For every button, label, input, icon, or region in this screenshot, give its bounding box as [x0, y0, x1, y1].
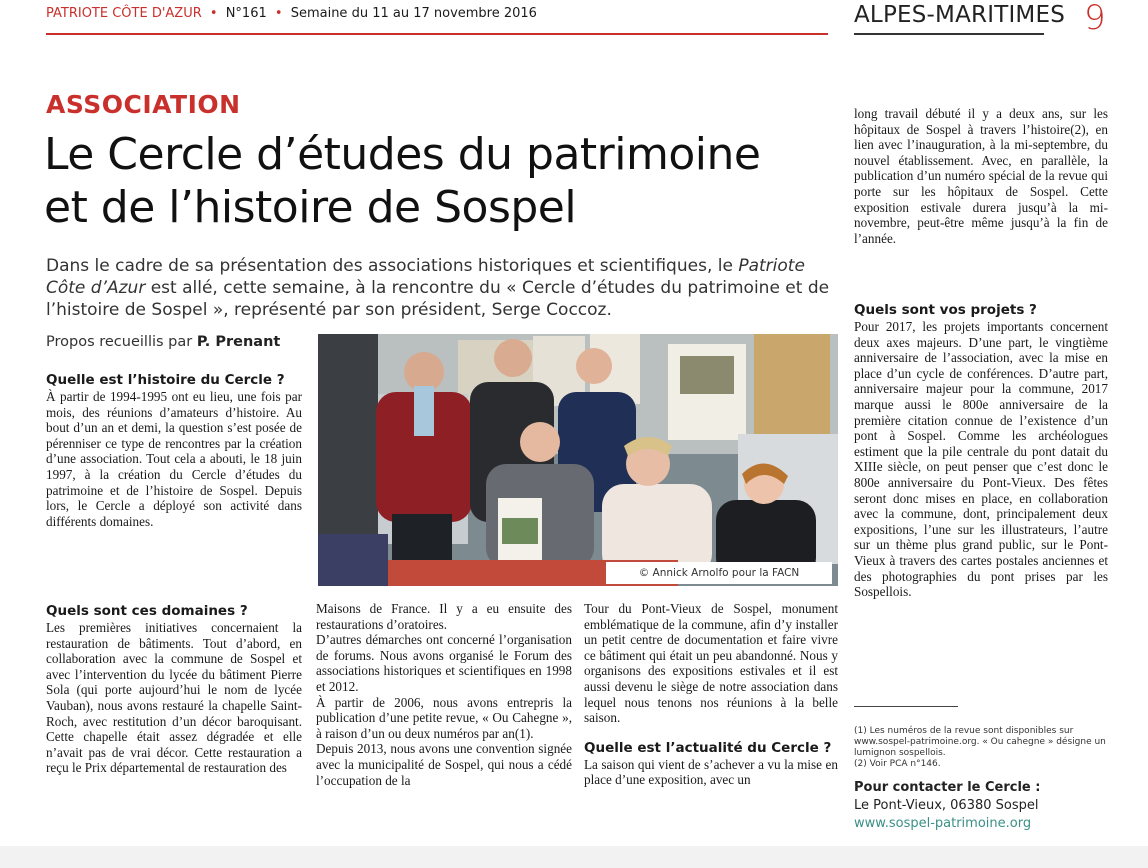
- answer-paragraph: À partir de 1994-1995 ont eu lieu, une fois par mois, des réunions d’amateurs d’histoire. Au bout d’un an et demi, la question s’est posée de pérenniser ce type de rencontres par la création d’une association. Tout cela a abouti, le 18 juin 1997, à la création du Cercle d’études du patrimoine et de l’histoire de Sospel. Depuis lors, le Cercle a déployé son activité dans différents domaines.: [46, 389, 302, 529]
- answer-paragraph: D’autres démarches ont concerné l’organisation de forums. Nous avons organisé le Forum des associations historiques et scientifiques en 1998 et 2012.: [316, 632, 572, 694]
- question-heading: Quels sont ces domaines ?: [46, 603, 248, 619]
- header-divider: [46, 33, 828, 35]
- article-column: [46, 603, 302, 776]
- issue-week: Semaine du 11 au 17 novembre 2016: [290, 6, 537, 21]
- byline-prefix: Propos recueillis par: [46, 334, 197, 350]
- section-divider: [854, 33, 1044, 35]
- byline-author: P. Prenant: [196, 334, 281, 350]
- photo-illustration: [318, 334, 838, 586]
- answer-paragraph: Pour 2017, les projets importants concernent deux axes majeurs. D’une part, le vingtième anniversaire de l’association, avec la mise en place d’un cycle de conférences. D’autre part, anniversaire majeur pour la commune, 2017 marque aussi le 800e anniversaire de la première citation connue de l’existence d’un pont à Sospel. Comme les archéologues estiment que la pile centrale du pont datait du XIIIe siècle, on peut penser que c’est donc le 800e anniversaire du Pont-Vieux. Des fêtes seront donc mises en place, en collaboration avec la commune, dont, principalement deux expositions, l’une sur les illustrateurs, l’autre sur un thème plus grand public, sur le Pont-Vieux à travers des cartes postales anciennes et des photographies du pont prises par les Sospellois.: [854, 319, 1108, 600]
- question-heading: Quels sont vos projets ?: [854, 302, 1037, 318]
- lead-text: Dans le cadre de sa présentation des associations historiques et scientifiques, le: [46, 256, 739, 276]
- article-column: [854, 106, 1108, 246]
- footnotes: [854, 726, 1112, 770]
- answer-paragraph: Les premières initiatives concernaient la restauration de bâtiments. Tout d’abord, en collaboration avec la commune de Sospel et avec l’intervention du lycée du bâtiment Pierre Sola (qui porte aujourd’hui le nom de lycée Vauban), nous avons restauré la chapelle Saint-Roch, avec restitution d’un décor baroquisant. Cette chapelle était assez dégradée et elle n’avait pas de vrai décor. Cette restauration a reçu le Prix départemental de restauration des: [46, 620, 302, 776]
- question-heading: Quelle est l’histoire du Cercle ?: [46, 372, 285, 388]
- title-line: Le Cercle d’études du patrimoine: [44, 129, 761, 180]
- article-column: [316, 601, 572, 788]
- answer-paragraph: Tour du Pont-Vieux de Sospel, monument emblématique de la commune, afin d’y installer un petit centre de documentation et faire vivre ce bâtiment qui était un peu abandonné. Nous y organisons des expositions estivales et il est aussi devenu le siège de notre association dans lequel nous tenons nos réunions à la belle saison.: [584, 601, 838, 726]
- contact-box: [854, 779, 1114, 833]
- publication-name: PATRIOTE CÔTE D'AZUR: [46, 6, 202, 21]
- page-number: 9: [1084, 0, 1106, 38]
- answer-paragraph: À partir de 2006, nous avons entrepris la publication d’une petite revue, « Ou Cahegne », à raison d’un ou deux numéros par an(1).: [316, 694, 572, 741]
- answer-paragraph: Depuis 2013, nous avons une convention signée avec la municipalité de Sospel, qui nous a cédé l’occupation de la: [316, 741, 572, 788]
- footnote: (1) Les numéros de la revue sont disponibles sur www.sospel-patrimoine.org. « Ou cahegne » désigne un lumignon sospellois.: [854, 726, 1106, 758]
- header-bullet: •: [274, 6, 283, 21]
- answer-paragraph: La saison qui vient de s’achever a vu la mise en place d’une exposition, avec un: [584, 756, 838, 788]
- issue-number: N°161: [225, 6, 267, 21]
- contact-label: Pour contacter le Cercle :: [854, 780, 1041, 795]
- article-column: [584, 601, 838, 788]
- article-column: [854, 302, 1108, 600]
- page-bottom-margin: [0, 846, 1148, 868]
- lead-text: est allé, cette semaine, à la rencontre du « Cercle d’études du patrimoine et de l’histoire de Sospel », représenté par son président, Serge Coccoz.: [46, 278, 830, 320]
- contact-address: Le Pont-Vieux, 06380 Sospel: [854, 798, 1039, 813]
- article-title: [44, 128, 844, 234]
- footnote: (2) Voir PCA n°146.: [854, 759, 941, 769]
- title-line: et de l’histoire de Sospel: [44, 182, 577, 233]
- lead-publication: Patriote Côte d’Azur: [46, 256, 805, 298]
- answer-paragraph: long travail débuté il y a deux ans, sur les hôpitaux de Sospel à travers l’histoire(2), en lien avec l’inauguration, à la mi-septembre, du nouvel établissement. Avec, en parallèle, la publication d’un numéro spécial de la revue qui porte sur les hôpitaux de Sospel. Cette exposition estivale durera jusqu’à la mi-novembre, peut-être même jusqu’à la fin de l’année.: [854, 106, 1108, 246]
- question-heading: Quelle est l’actualité du Cercle ?: [584, 739, 832, 756]
- header-bullet: •: [209, 6, 218, 21]
- article-column: [46, 372, 302, 529]
- footnote-divider: [854, 706, 958, 707]
- contact-url[interactable]: www.sospel-patrimoine.org: [854, 816, 1032, 831]
- article-photo: [318, 334, 838, 586]
- masthead: [46, 6, 537, 21]
- article-kicker: ASSOCIATION: [46, 90, 241, 119]
- byline: [46, 334, 280, 350]
- photo-credit-text: © Annick Arnolfo pour la FACN: [638, 567, 800, 579]
- article-lead: [46, 255, 841, 321]
- photo-credit: [606, 562, 832, 584]
- answer-paragraph: Maisons de France. Il y a eu ensuite des restaurations d’oratoires.: [316, 601, 572, 632]
- section-name: ALPES-MARITIMES: [854, 2, 1065, 28]
